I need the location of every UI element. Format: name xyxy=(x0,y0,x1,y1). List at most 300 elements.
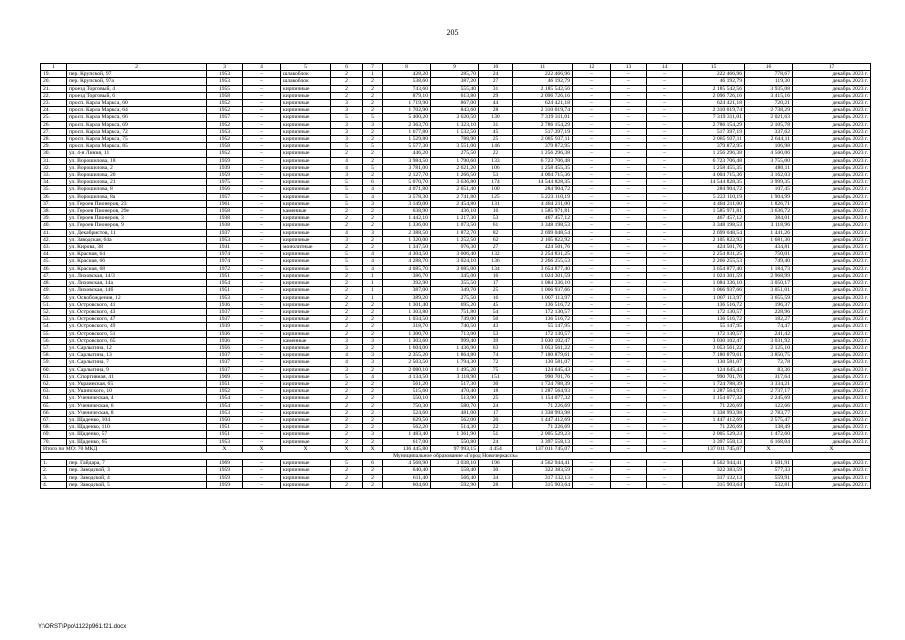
table-cell: ул. Кирова, 38 xyxy=(67,244,207,251)
table-cell: 172 130,57 xyxy=(683,308,745,315)
table-cell: 3 030 102,47 xyxy=(513,337,573,344)
table-cell: 2 096 726,16 xyxy=(513,92,573,99)
table-cell: ул. Ворошилова, 18 xyxy=(67,157,207,164)
table-cell: 2 xyxy=(331,71,363,78)
table-cell: 2 xyxy=(331,409,363,416)
table-row xyxy=(41,222,871,229)
table-cell: 386,70 xyxy=(383,272,431,279)
table-cell: – xyxy=(243,438,281,445)
table-cell: ул. Ученическая, 6 xyxy=(67,402,207,409)
table-cell: 1958 xyxy=(207,143,243,150)
table-cell: 130 581,07 xyxy=(513,359,573,366)
table-row xyxy=(41,409,871,416)
table-cell: 4 304,50 xyxy=(383,251,431,258)
table-cell: 2 644,11 xyxy=(745,136,793,143)
table-cell: 1 585 971,81 xyxy=(683,208,745,215)
table-cell: 3 654 877,40 xyxy=(513,265,573,272)
table-cell: 990 701,76 xyxy=(513,373,573,380)
table-cell: – xyxy=(647,200,683,207)
table-row xyxy=(41,136,871,143)
table-cell: 1 217,30 xyxy=(431,215,479,222)
table-cell: 71 226,69 xyxy=(513,424,573,431)
table-cell: декабрь 2023 г. xyxy=(793,323,871,330)
table-cell: 1939 xyxy=(207,323,243,330)
table-cell: кирпичные xyxy=(281,474,331,481)
table-cell: 1959 xyxy=(207,467,243,474)
table-cell: 2 699 048,54 xyxy=(513,229,573,236)
table-cell: 2 xyxy=(363,330,383,337)
table-cell: 3 755,00 xyxy=(745,157,793,164)
table-cell: – xyxy=(573,215,611,222)
table-cell: – xyxy=(573,150,611,157)
table-cell: 6 xyxy=(363,179,383,186)
table-cell: 1. xyxy=(41,460,67,467)
table-cell: 624 421,18 xyxy=(683,100,745,107)
table-cell: – xyxy=(611,258,647,265)
table-cell: – xyxy=(647,330,683,337)
table-cell: просп. Карла Маркса, 66 xyxy=(67,114,207,121)
table-cell: 14 544 828,35 xyxy=(683,179,745,186)
table-cell: 2 xyxy=(363,150,383,157)
table-cell: – xyxy=(573,431,611,438)
table-cell: – xyxy=(611,287,647,294)
table-cell: – xyxy=(573,265,611,272)
table-cell: 136 445,80 xyxy=(383,445,431,452)
table-cell: 2 xyxy=(363,92,383,99)
table-cell: 538,60 xyxy=(383,78,431,85)
table-row xyxy=(41,100,871,107)
table-cell: кирпичные xyxy=(281,179,331,186)
table-cell: 57. xyxy=(41,344,67,351)
table-cell: ул. Ворошилова, 21 xyxy=(67,179,207,186)
table-cell: 5 xyxy=(331,258,363,265)
table-cell: – xyxy=(611,143,647,150)
table-cell: – xyxy=(243,150,281,157)
table-cell: 4 xyxy=(331,157,363,164)
table-cell: 53. xyxy=(41,316,67,323)
table-cell: – xyxy=(611,474,647,481)
table-cell: 2 xyxy=(331,416,363,423)
table-cell: 2 xyxy=(363,409,383,416)
table-cell: 2 254 831,25 xyxy=(683,251,745,258)
table-cell: декабрь 2023 г. xyxy=(793,395,871,402)
table-cell: – xyxy=(573,330,611,337)
table-cell: 275,50 xyxy=(431,150,479,157)
table-row xyxy=(41,128,871,135)
table-cell: 2 105,78 xyxy=(745,121,793,128)
table-cell: – xyxy=(647,409,683,416)
table-cell: кирпичные xyxy=(281,265,331,272)
table-cell: 2 105 822,92 xyxy=(683,236,745,243)
table-cell: 318,70 xyxy=(383,323,431,330)
table-cell: 43. xyxy=(41,244,67,251)
table-cell: 1 084 336,10 xyxy=(683,280,745,287)
table-cell: ул. Лиховская, 14/3 xyxy=(67,272,207,279)
table-cell: 2 310 019,74 xyxy=(513,107,573,114)
table-cell: – xyxy=(647,157,683,164)
table-row xyxy=(41,424,871,431)
table-cell: 2 xyxy=(331,301,363,308)
table-cell: – xyxy=(573,395,611,402)
table-cell: 613,80 xyxy=(431,92,479,99)
table-cell: – xyxy=(573,128,611,135)
table-cell: 317 132,13 xyxy=(513,474,573,481)
table-cell: – xyxy=(573,337,611,344)
table-cell: 1 256 296,38 xyxy=(513,150,573,157)
table-cell: 45 xyxy=(479,301,513,308)
table-cell: 6 168,04 xyxy=(745,438,793,445)
table-cell: ул. Освобождения, 12 xyxy=(67,294,207,301)
table-row xyxy=(41,352,871,359)
table-cell: 72,78 xyxy=(745,359,793,366)
table-cell: 624 421,18 xyxy=(513,100,573,107)
table-cell: ул. Заводская, 64а xyxy=(67,236,207,243)
table-cell: 131 xyxy=(479,200,513,207)
table-cell: 1 066 937,66 xyxy=(513,287,573,294)
table-cell: декабрь 2023 г. xyxy=(793,402,871,409)
table-cell: 3 999,35 xyxy=(745,179,793,186)
table-cell: 2 xyxy=(331,402,363,409)
table-cell: 35. xyxy=(41,186,67,193)
table-cell: 1975 xyxy=(207,179,243,186)
table-cell: X xyxy=(331,445,363,452)
table-cell: 3 024,10 xyxy=(431,258,479,265)
table-cell: – xyxy=(573,143,611,150)
table-cell: декабрь 2023 г. xyxy=(793,114,871,121)
table-cell: – xyxy=(647,431,683,438)
table-cell: 17 xyxy=(479,280,513,287)
table-cell: – xyxy=(573,445,611,452)
table-cell: 44. xyxy=(41,251,67,258)
table-cell: кирпичные xyxy=(281,258,331,265)
table-cell: 550,10 xyxy=(383,395,431,402)
table-cell: – xyxy=(647,236,683,243)
table-cell: 1 529,80 xyxy=(383,136,431,143)
table-cell: 29. xyxy=(41,143,67,150)
table-row xyxy=(41,265,871,272)
table-cell: – xyxy=(611,78,647,85)
table-cell: ул. Сарлыгина, 13 xyxy=(67,352,207,359)
table-cell: 1937 xyxy=(207,352,243,359)
table-cell: 1 303,60 xyxy=(383,337,431,344)
table-cell: 1951 xyxy=(207,424,243,431)
table-cell: – xyxy=(573,164,611,171)
table-cell: ул. Лиховская, 14б xyxy=(67,287,207,294)
table-row xyxy=(41,316,871,323)
table-cell: 228,96 xyxy=(745,308,793,315)
table-cell: 1 258 455,35 xyxy=(683,164,745,171)
table-cell: 1952 xyxy=(207,121,243,128)
table-cell: 2 005 529,23 xyxy=(513,431,573,438)
table-cell: декабрь 2023 г. xyxy=(793,215,871,222)
table-cell: – xyxy=(243,460,281,467)
table-cell: – xyxy=(573,157,611,164)
table-row xyxy=(41,114,871,121)
table-cell: – xyxy=(243,481,281,488)
table-cell: – xyxy=(243,301,281,308)
table-cell: 513,90 xyxy=(431,395,479,402)
table-cell: – xyxy=(611,388,647,395)
table-cell: 97 993,15 xyxy=(431,445,479,452)
table-cell: декабрь 2023 г. xyxy=(793,244,871,251)
table-cell: – xyxy=(243,114,281,121)
table-row xyxy=(41,460,871,467)
table-cell: 67. xyxy=(41,416,67,423)
table-cell: 54 xyxy=(479,308,513,315)
table-cell: 1952 xyxy=(207,100,243,107)
table-cell: – xyxy=(647,280,683,287)
table-cell: 2. xyxy=(41,467,67,474)
table-cell: 2 xyxy=(331,78,363,85)
table-cell: 1953 xyxy=(207,294,243,301)
table-cell: 16 xyxy=(479,272,513,279)
table-cell: 436,10 xyxy=(431,208,479,215)
table-cell: 74,47 xyxy=(745,323,793,330)
table-cell: декабрь 2023 г. xyxy=(793,316,871,323)
table-cell: 562,20 xyxy=(383,424,431,431)
table-cell: 2 xyxy=(363,222,383,229)
table-cell: – xyxy=(243,107,281,114)
table-cell: – xyxy=(573,100,611,107)
table-cell: 515,60 xyxy=(383,388,431,395)
table-cell: 1 258 455,35 xyxy=(513,164,573,171)
table-cell: – xyxy=(243,467,281,474)
table-cell: 1 724 788,39 xyxy=(513,380,573,387)
table-cell: – xyxy=(243,416,281,423)
table-cell: 562,00 xyxy=(431,416,479,423)
table-cell: 1974 xyxy=(207,251,243,258)
table-cell: 1 xyxy=(363,272,383,279)
table-cell: 638,90 xyxy=(383,208,431,215)
table-cell: 424 501,76 xyxy=(683,244,745,251)
table-cell: – xyxy=(573,301,611,308)
table-cell: 558,40 xyxy=(431,467,479,474)
table-cell: 54. xyxy=(41,323,67,330)
table-cell: 2 503,50 xyxy=(383,359,431,366)
table-cell: – xyxy=(611,352,647,359)
table-cell: кирпичные xyxy=(281,114,331,121)
table-cell: 3 xyxy=(331,366,363,373)
table-cell: – xyxy=(243,316,281,323)
table-cell: кирпичные xyxy=(281,323,331,330)
table-cell: – xyxy=(611,330,647,337)
table-cell: – xyxy=(573,287,611,294)
table-cell: 4 288,70 xyxy=(383,258,431,265)
table-cell: 3 xyxy=(331,107,363,114)
table-cell: 3 551,00 xyxy=(431,143,479,150)
table-cell: ул. Островского, 49 xyxy=(67,323,207,330)
table-cell: – xyxy=(647,179,683,186)
table-cell: 25 xyxy=(479,287,513,294)
table-cell: – xyxy=(611,222,647,229)
table-cell: 524,60 xyxy=(383,409,431,416)
table-cell: 470,40 xyxy=(431,388,479,395)
table-cell: 33. xyxy=(41,172,67,179)
table-cell: 55. xyxy=(41,330,67,337)
table-cell: 4 454 xyxy=(479,445,513,452)
table-cell: 4. xyxy=(41,481,67,488)
table-cell: 337,62 xyxy=(745,128,793,135)
table-cell: 53 xyxy=(479,330,513,337)
table-cell: – xyxy=(647,474,683,481)
table-cell: 2 xyxy=(363,301,383,308)
document-path: Y:\ORST\Ppo\1122p961.f21.docx xyxy=(38,624,127,630)
table-cell: ул. Сарлыгина, 7 xyxy=(67,359,207,366)
table-cell: 1937 xyxy=(207,366,243,373)
table-cell: – xyxy=(243,424,281,431)
table-cell: 317 132,13 xyxy=(683,474,745,481)
table-cell: – xyxy=(243,388,281,395)
table-cell: 20. xyxy=(41,78,67,85)
table-row xyxy=(41,380,871,387)
table-cell: 55 147,95 xyxy=(513,323,573,330)
table-cell: 1951 xyxy=(207,287,243,294)
table-cell: декабрь 2023 г. xyxy=(793,388,871,395)
table-cell: – xyxy=(647,244,683,251)
table-cell: декабрь 2023 г. xyxy=(793,107,871,114)
table-cell: 1 154 077,32 xyxy=(683,395,745,402)
table-cell: 3 636,72 xyxy=(745,208,793,215)
table-cell: – xyxy=(611,294,647,301)
table-cell: 2 005 529,23 xyxy=(683,431,745,438)
table-cell: 27 xyxy=(479,78,513,85)
table-cell: 1950 xyxy=(207,416,243,423)
table-cell: 1 447 412,69 xyxy=(683,416,745,423)
table-cell: монолитные xyxy=(281,244,331,251)
table-cell: 1 681,30 xyxy=(745,236,793,243)
table-cell: 1 007 113,97 xyxy=(683,294,745,301)
table-cell: 15 xyxy=(683,64,745,71)
table-cell: – xyxy=(573,373,611,380)
table-cell: 2 xyxy=(363,474,383,481)
table-cell: – xyxy=(573,179,611,186)
table-cell: 2 xyxy=(331,330,363,337)
table-cell: 1936 xyxy=(207,337,243,344)
table-cell: – xyxy=(243,280,281,287)
table-cell: 2 185 542,56 xyxy=(513,85,573,92)
table-cell: просп. Карла Маркса, 69 xyxy=(67,121,207,128)
table-row xyxy=(41,366,871,373)
table-cell: – xyxy=(243,136,281,143)
table-cell: декабрь 2023 г. xyxy=(793,200,871,207)
table-cell: 317,64 xyxy=(745,373,793,380)
table-cell: ул. Героев Пионеров, 29е xyxy=(67,208,207,215)
table-cell: 1959 xyxy=(207,474,243,481)
table-cell: 4 085,70 xyxy=(383,265,431,272)
table-cell: – xyxy=(647,114,683,121)
table-cell: декабрь 2023 г. xyxy=(793,179,871,186)
table-cell: – xyxy=(243,258,281,265)
table-cell: 72 xyxy=(479,359,513,366)
table-cell: – xyxy=(611,481,647,488)
table-cell: – xyxy=(611,308,647,315)
table-cell: 1936 xyxy=(207,301,243,308)
table-cell: 30 xyxy=(479,467,513,474)
table-row xyxy=(41,179,871,186)
table-cell: 1 252,50 xyxy=(431,236,479,243)
table-cell: – xyxy=(647,359,683,366)
table-cell: 2 xyxy=(331,150,363,157)
table-cell: 3 030 102,47 xyxy=(683,337,745,344)
table-cell: 1 441,26 xyxy=(745,229,793,236)
table-cell: 196 xyxy=(479,460,513,467)
table-cell: 1 483,40 xyxy=(383,431,431,438)
table-cell: – xyxy=(647,467,683,474)
table-cell: 999,40 xyxy=(431,337,479,344)
table-cell: декабрь 2023 г. xyxy=(793,100,871,107)
table-cell: 1941 xyxy=(207,244,243,251)
table-cell: 517 397,19 xyxy=(683,128,745,135)
table-cell: 2 xyxy=(363,438,383,445)
table-cell: 2 xyxy=(331,215,363,222)
table-row xyxy=(41,164,871,171)
table-cell: 5 400,20 xyxy=(383,114,431,121)
table-cell: 1938 xyxy=(207,222,243,229)
table-cell: 241,42 xyxy=(745,330,793,337)
table-cell: 24 xyxy=(479,402,513,409)
table-cell: 5 xyxy=(281,64,331,71)
table-cell: декабрь 2023 г. xyxy=(793,222,871,229)
table-cell: ул. Героев Пионеров, 3 xyxy=(67,215,207,222)
table-cell: – xyxy=(243,186,281,193)
table-cell: кирпичные xyxy=(281,301,331,308)
table-cell: – xyxy=(243,366,281,373)
table-cell: 3 xyxy=(331,344,363,351)
table-cell: 1 677,80 xyxy=(383,128,431,135)
table-cell: 2 xyxy=(363,481,383,488)
table-cell: – xyxy=(573,229,611,236)
table-cell: – xyxy=(573,200,611,207)
table-cell: – xyxy=(647,164,683,171)
table-cell: 322 383,59 xyxy=(683,467,745,474)
table-cell: 1959 xyxy=(207,157,243,164)
table-cell: 322 383,59 xyxy=(513,467,573,474)
table-cell: 843,60 xyxy=(431,107,479,114)
table-cell: 1958 xyxy=(207,208,243,215)
table-cell: 4 568,90 xyxy=(383,460,431,467)
table-cell: ул. Красная, 68 xyxy=(67,265,207,272)
table-cell: 182,27 xyxy=(745,316,793,323)
table-cell: 566,40 xyxy=(431,474,479,481)
table-cell: 138,49 xyxy=(745,424,793,431)
table-cell: – xyxy=(243,308,281,315)
table-cell: 555,40 xyxy=(431,85,479,92)
table-cell: – xyxy=(573,107,611,114)
table-cell: 2 xyxy=(331,431,363,438)
table-cell: ул. Сарлыгина, 12 xyxy=(67,344,207,351)
table-cell: – xyxy=(647,352,683,359)
table-cell: 2 xyxy=(363,316,383,323)
table-cell: 1 303,80 xyxy=(383,308,431,315)
table-cell: – xyxy=(647,380,683,387)
table-cell: кирпичные xyxy=(281,172,331,179)
table-cell: 3 654 877,40 xyxy=(683,265,745,272)
table-cell: – xyxy=(573,352,611,359)
table-cell: ул. Щаденко, 110 xyxy=(67,424,207,431)
table-cell: ул. Островского, 51 xyxy=(67,330,207,337)
table-cell: кирпичные xyxy=(281,92,331,99)
table-cell: 24. xyxy=(41,107,67,114)
table-cell: 275,50 xyxy=(431,294,479,301)
table-cell: декабрь 2023 г. xyxy=(793,287,871,294)
table-cell: 2 621,20 xyxy=(431,164,479,171)
table-cell: 46 192,79 xyxy=(683,78,745,85)
table-cell: 122,66 xyxy=(745,402,793,409)
table-cell: 3 xyxy=(363,337,383,344)
table-cell: кирпичные xyxy=(281,373,331,380)
table-cell: 4 xyxy=(331,352,363,359)
table-cell: – xyxy=(611,244,647,251)
